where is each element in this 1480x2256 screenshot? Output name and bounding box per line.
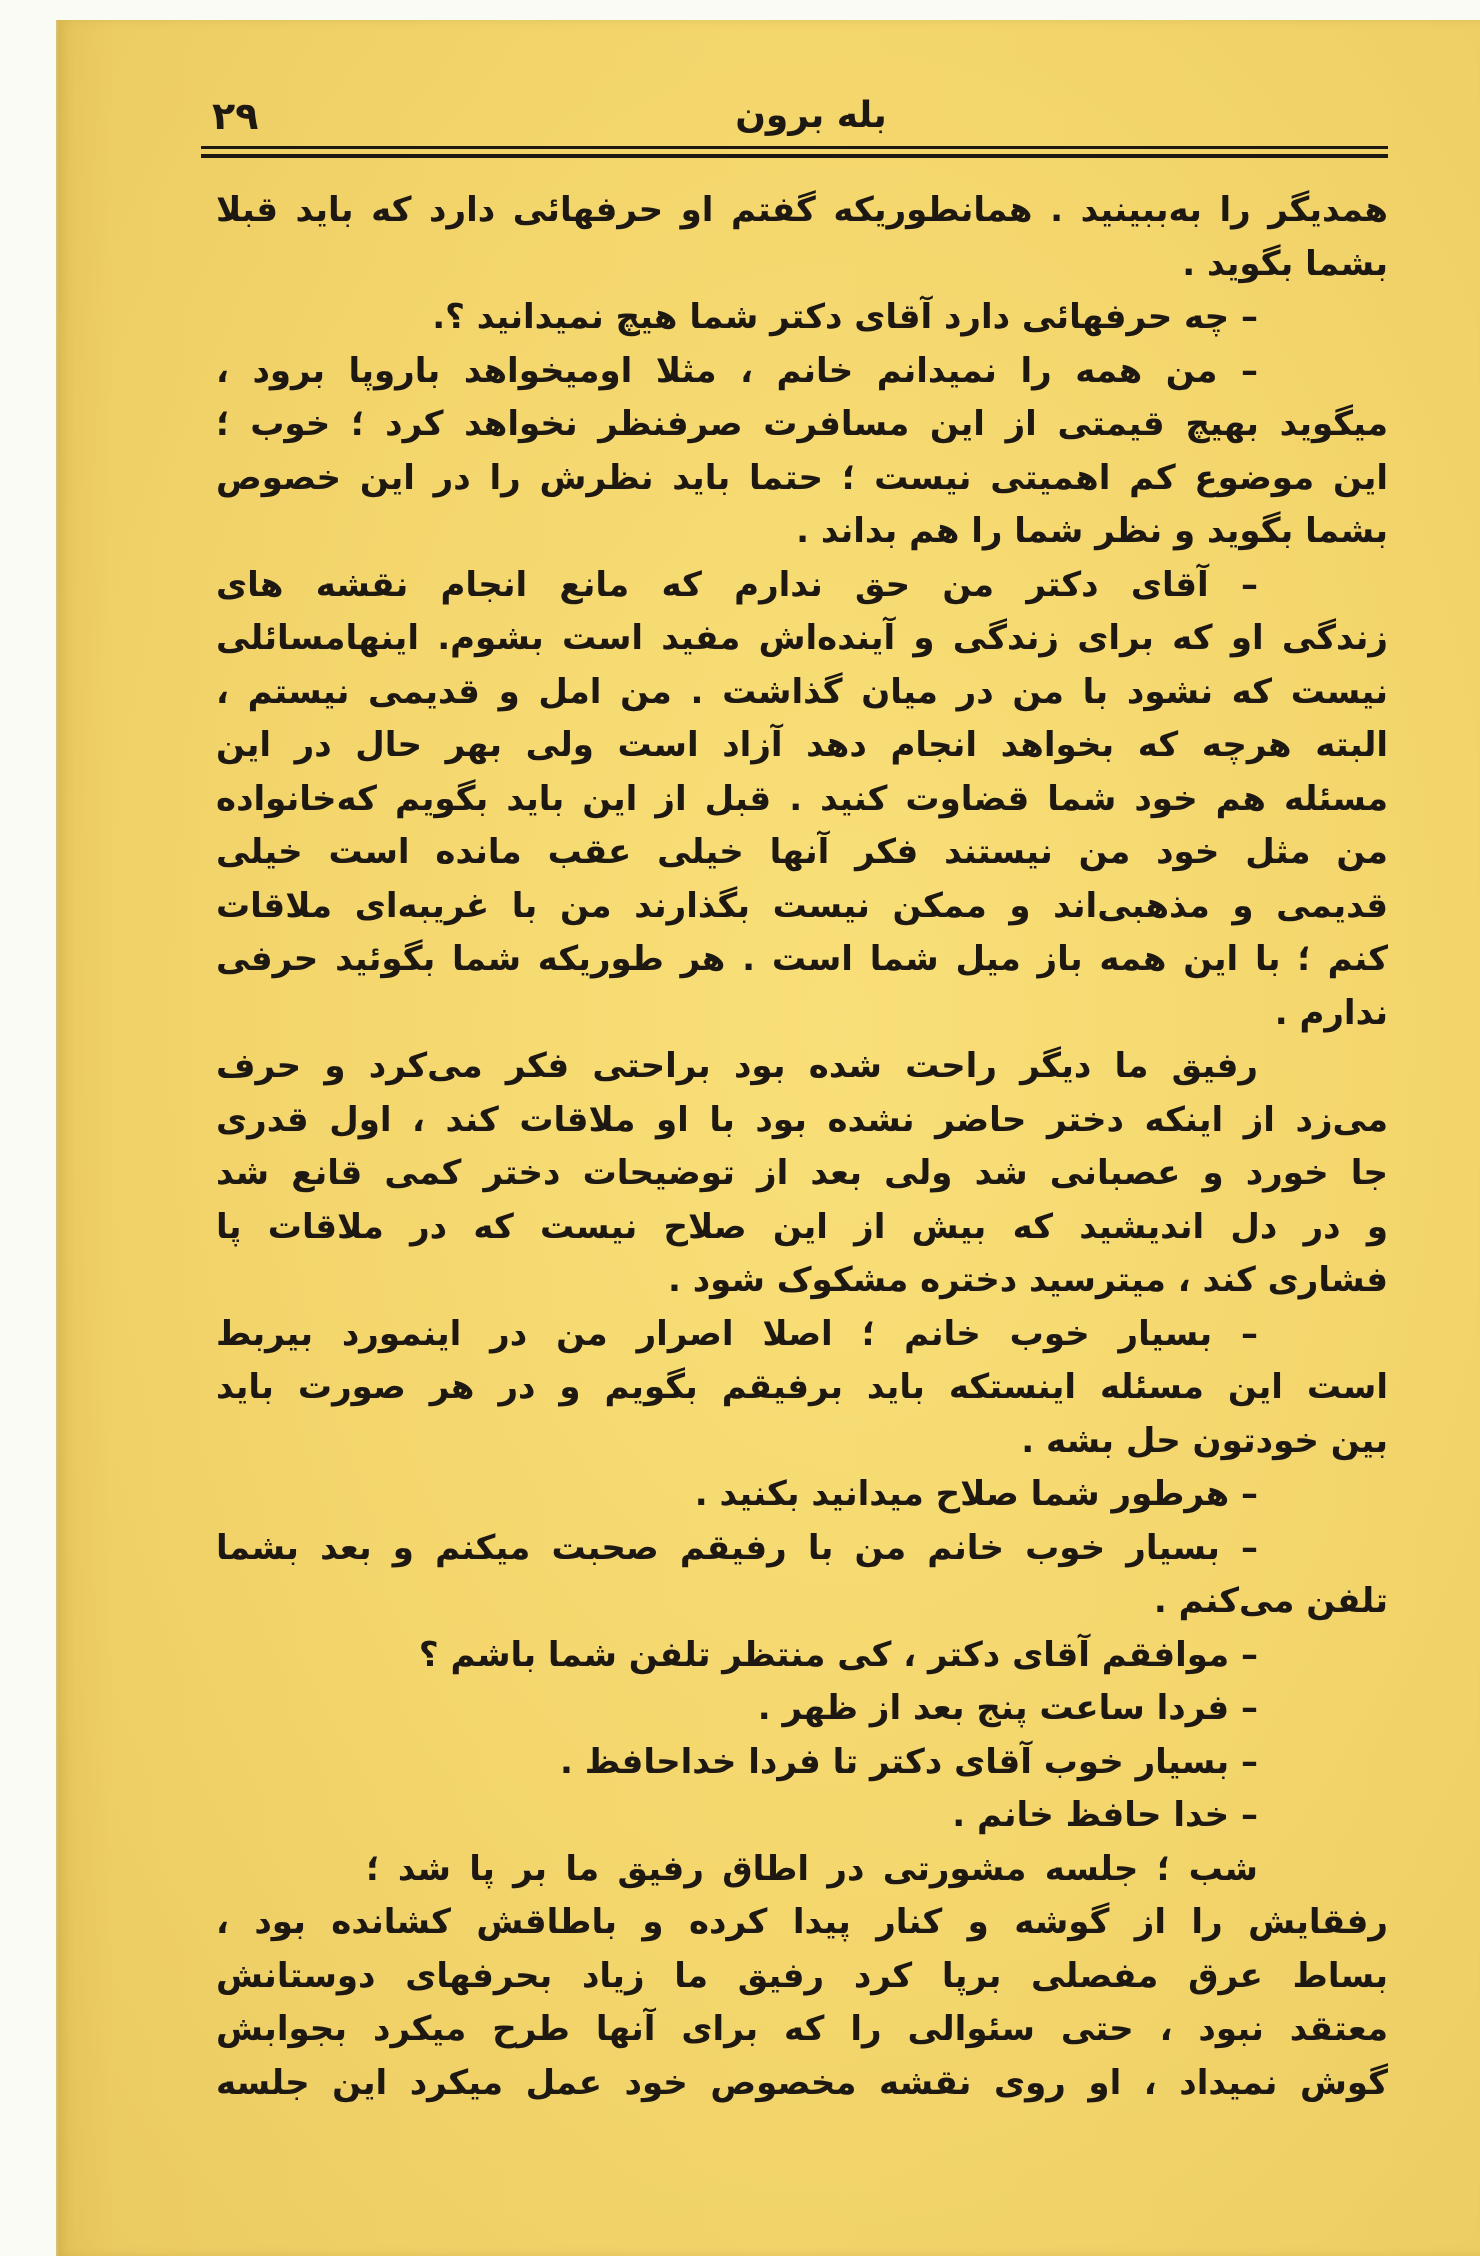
narrative-paragraph <box>216 1040 1388 1308</box>
text-line: – فردا ساعت پنج بعد از ظهر . <box>757 1688 1258 1728</box>
running-title: بله برون <box>735 95 887 136</box>
text-line: فشاری کند ، میترسید دختره مشکوک شود . <box>667 1260 1388 1300</box>
text-line: – من همه را نمیدانم خانم ، مثلا اومیخواهد باروپا برود ، <box>216 350 1258 391</box>
text-line: مسئله هم خود شما قضاوت کنید . قبل از این باید بگویم که‌خانواده <box>216 778 1388 819</box>
text-line: – بسیار خوب خانم ؛ اصلا اصرار من در اینمورد بیربط <box>216 1313 1258 1354</box>
text-line: کنم ؛ با این همه باز میل شما است . هر طوریکه شما بگوئید حرفی <box>216 939 1388 979</box>
dialogue-paragraph <box>216 1682 1388 1736</box>
text-line: رفقایش را از گوشه و کنار پیدا کرده و باطاقش کشانده بود ، <box>216 1902 1388 1942</box>
dialogue-paragraph <box>216 345 1388 559</box>
dialogue-paragraph <box>216 291 1388 345</box>
text-line: – موافقم آقای دکتر ، کی منتظر تلفن شما باشم ؟ <box>418 1634 1258 1675</box>
text-line: – هرطور شما صلاح میدانید بکنید . <box>694 1474 1258 1514</box>
text-line: البته هرچه که بخواهد انجام دهد آزاد است ولی بهر حال در این <box>216 725 1388 765</box>
text-line: زندگی او که برای زندگی و آینده‌اش مفید است بشوم. اینهامسائلی <box>216 618 1388 658</box>
text-line: جا خورد و عصبانی شد ولی بعد از توضیحات دختر کمی قانع شد <box>216 1153 1388 1193</box>
text-line: همدیگر را به‌ببینید . همانطوریکه گفتم او حرفهائی دارد که باید قبلا <box>216 190 1388 230</box>
text-line: و در دل اندیشید که بیش از این صلاح نیست که در ملاقات پا <box>216 1206 1388 1247</box>
text-line: بشما بگوید . <box>1182 243 1388 284</box>
dialogue-paragraph <box>216 1736 1388 1790</box>
dialogue-paragraph <box>216 1522 1388 1629</box>
page-number: ۲۹ <box>212 94 259 138</box>
text-line: بشما بگوید و نظر شما را هم بداند . <box>796 511 1388 551</box>
text-line: شب ؛ جلسه مشورتی در اطاق رفیق ما بر پا شد ؛ <box>366 1848 1258 1889</box>
text-line: قدیمی و مذهبی‌اند و ممکن نیست بگذارند من با غریبه‌ای ملاقات <box>216 885 1388 926</box>
header-rule-top <box>201 146 1388 149</box>
text-line: – بسیار خوب خانم من با رفیقم صحبت میکنم و بعد بشما <box>216 1527 1258 1568</box>
text-line: – خدا حافظ خانم . <box>952 1795 1258 1835</box>
text-line: بین خودتون حل بشه . <box>1021 1420 1388 1461</box>
text-line: ندارم . <box>1274 992 1388 1033</box>
dialogue-paragraph <box>216 1789 1388 1843</box>
text-line: بساط عرق مفصلی برپا کرد رفیق ما زیاد بحرفهای دوستانش <box>216 1955 1388 1996</box>
dialogue-paragraph <box>216 1629 1388 1683</box>
text-line: – بسیار خوب آقای دکتر تا فردا خداحافظ . <box>559 1741 1258 1782</box>
body-text <box>216 184 1388 2110</box>
text-line: گوش نمیداد ، او روی نقشه مخصوص خود عمل میکرد این جلسه <box>216 2062 1388 2103</box>
text-line: میگوید بهیچ قیمتی از این مسافرت صرفنظر نخواهد کرد ؛ خوب ؛ <box>216 404 1388 444</box>
text-line: – چه حرفهائی دارد آقای دکتر شما هیچ نمیدانید ؟. <box>432 297 1258 337</box>
header-rule-bottom <box>201 154 1388 158</box>
text-line: است این مسئله اینستکه باید برفیقم بگویم و در هر صورت باید <box>216 1367 1388 1407</box>
dialogue-paragraph <box>216 1308 1388 1469</box>
text-line: می‌زد از اینکه دختر حاضر نشده بود با او ملاقات کند ، اول قدری <box>216 1099 1388 1140</box>
dialogue-paragraph <box>216 1468 1388 1522</box>
text-line: تلفن می‌کنم . <box>1153 1581 1388 1621</box>
text-line: معتقد نبود ، حتی سئوالی را که برای آنها طرح میکرد بجوابش <box>216 2009 1388 2049</box>
dialogue-paragraph <box>216 559 1388 1041</box>
narrative-paragraph <box>216 1843 1388 2111</box>
text-line: نیست که نشود با من در میان گذاشت . من امل و قدیمی نیستم ، <box>216 671 1388 712</box>
text-line: این موضوع کم اهمیتی نیست ؛ حتما باید نظرش را در این خصوص <box>216 457 1388 498</box>
paragraph <box>216 184 1388 291</box>
text-line: رفیق ما دیگر راحت شده بود براحتی فکر می‌کرد و حرف <box>216 1046 1258 1086</box>
text-line: – آقای دکتر من حق ندارم که مانع انجام نقشه های <box>216 564 1258 605</box>
text-line: من مثل خود من نیستند فکر آنها خیلی عقب مانده است خیلی <box>216 832 1388 872</box>
